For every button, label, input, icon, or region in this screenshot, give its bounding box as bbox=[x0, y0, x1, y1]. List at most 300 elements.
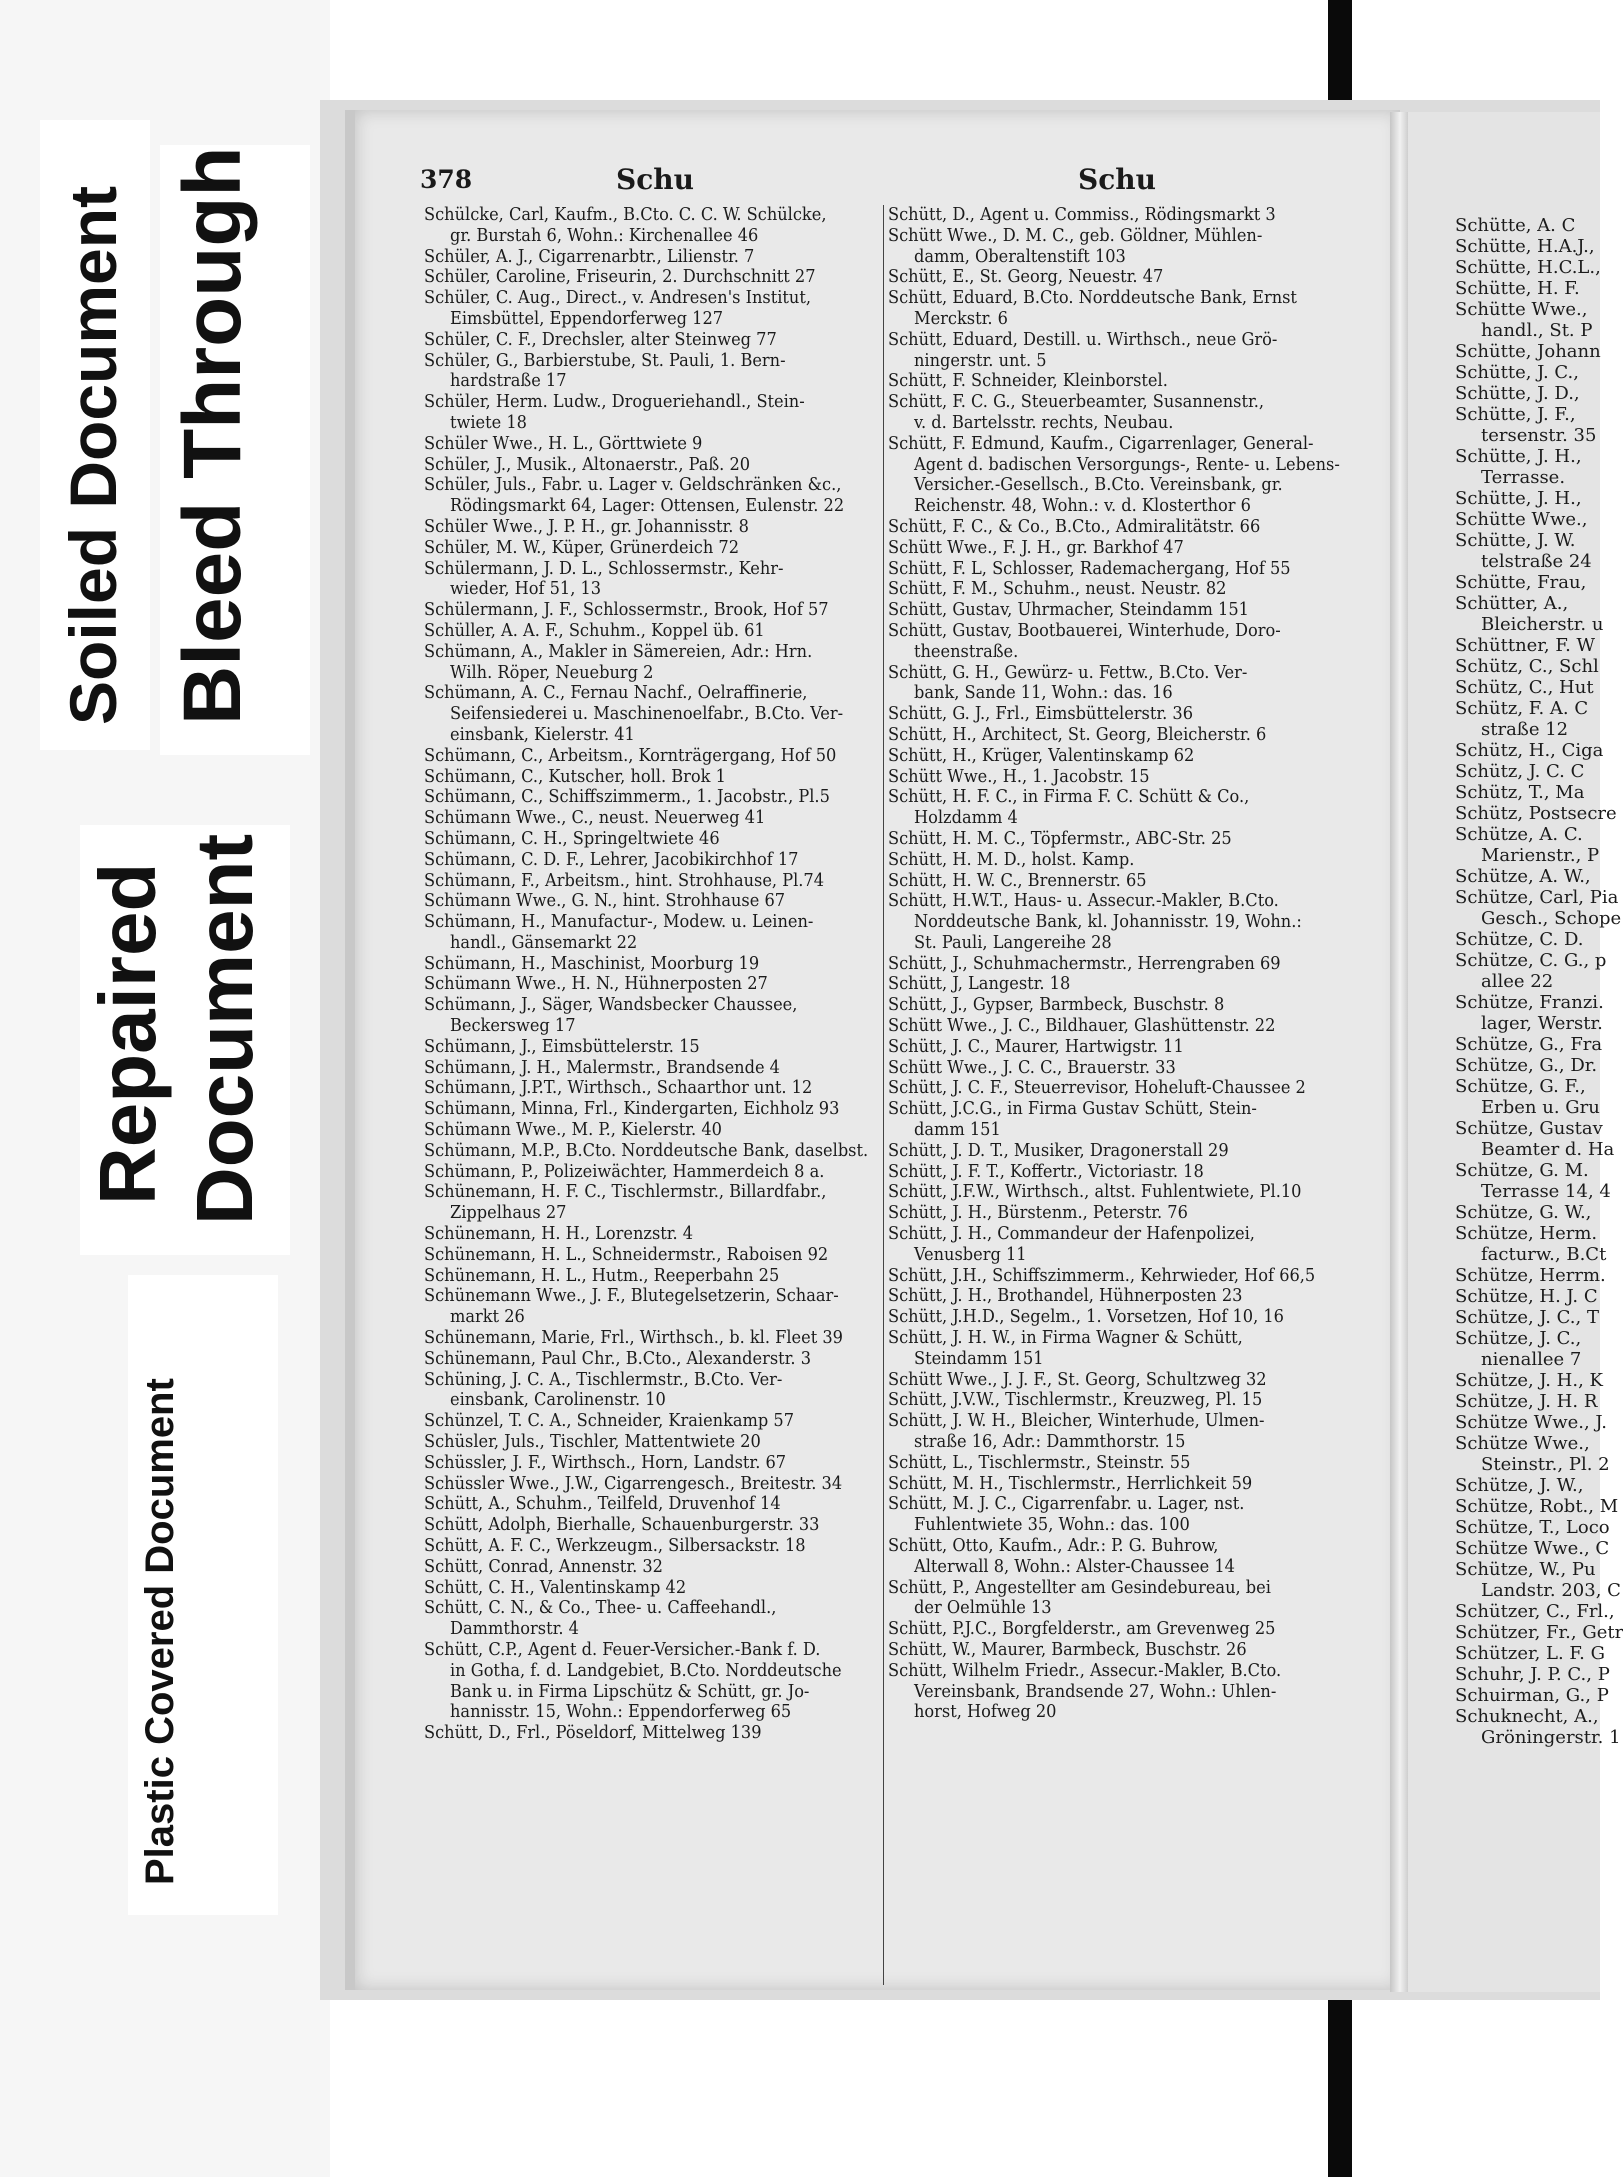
directory-entry bbox=[888, 1203, 1344, 1224]
entry-line: Schütte, Johann bbox=[1455, 341, 1601, 362]
entry-line: Schütt, J.H., Schiffszimmerm., Kehrwieder, Hof 66,5 bbox=[888, 1264, 1316, 1286]
directory-entry bbox=[1455, 530, 1605, 572]
entry-continuation: v. d. Bartelsstr. rechts, Neubau. bbox=[914, 411, 1174, 433]
entry-line: Schütte, J. H., bbox=[1455, 446, 1582, 467]
entry-line: Schüler Wwe., J. P. H., gr. Johannisstr. 8 bbox=[424, 515, 749, 537]
directory-entry bbox=[424, 1515, 880, 1536]
entry-line: Schünemann, H. F. C., Tischlermstr., Billardfabr., bbox=[424, 1181, 827, 1203]
entry-continuation: Erben u. Gru bbox=[1481, 1097, 1600, 1118]
entry-line: Schütt, J. H. W., in Firma Wagner & Schütt, bbox=[888, 1327, 1243, 1349]
entry-line: Schütt, Conrad, Annenstr. 32 bbox=[424, 1555, 663, 1577]
directory-entry bbox=[424, 808, 880, 829]
directory-entry bbox=[424, 995, 880, 1037]
entry-continuation: Bank u. in Firma Lipschütz & Schütt, gr. Jo- bbox=[450, 1680, 810, 1702]
entry-continuation: Dammthorstr. 4 bbox=[450, 1618, 579, 1640]
right-column bbox=[888, 205, 1344, 1723]
entry-line: Schütt, H. W. C., Brennerstr. 65 bbox=[888, 869, 1147, 891]
directory-entry bbox=[888, 1224, 1344, 1266]
right-column-header: Schu bbox=[1078, 163, 1156, 196]
directory-entry bbox=[1455, 635, 1605, 656]
entry-line: Schütt, H., Krüger, Valentinskamp 62 bbox=[888, 744, 1195, 766]
entry-line: Schülermann, J. F., Schlossermstr., Brook, Hof 57 bbox=[424, 599, 829, 621]
directory-entry bbox=[424, 1120, 880, 1141]
entry-continuation: Gröningerstr. 1 bbox=[1481, 1727, 1621, 1748]
entry-continuation: Gesch., Schope bbox=[1481, 908, 1622, 929]
directory-entry bbox=[424, 1640, 880, 1723]
entry-line: Schünemann, Paul Chr., B.Cto., Alexanderstr. 3 bbox=[424, 1347, 812, 1369]
directory-entry bbox=[888, 1037, 1344, 1058]
directory-entry bbox=[1455, 740, 1605, 761]
directory-entry bbox=[1455, 992, 1605, 1034]
entry-line: Schütte, J. W. bbox=[1455, 530, 1576, 551]
directory-entry bbox=[1455, 278, 1605, 299]
directory-entry bbox=[424, 455, 880, 476]
entry-line: Schütt Wwe., J. C. C., Brauerstr. 33 bbox=[888, 1056, 1176, 1078]
entry-line: Schüler, C. Aug., Direct., v. Andresen's Institut, bbox=[424, 287, 811, 309]
entry-line: Schüttner, F. W bbox=[1455, 635, 1596, 656]
entry-continuation: Alterwall 8, Wohn.: Alster-Chaussee 14 bbox=[914, 1555, 1235, 1577]
directory-entry bbox=[1455, 1160, 1611, 1202]
directory-entry bbox=[888, 1494, 1344, 1536]
directory-entry bbox=[424, 787, 880, 808]
entry-line: Schütze, G. M. bbox=[1455, 1160, 1589, 1181]
directory-entry bbox=[1455, 1328, 1605, 1370]
directory-entry bbox=[424, 871, 880, 892]
directory-entry bbox=[1455, 1433, 1610, 1475]
repaired-label-line2: Document bbox=[180, 833, 269, 1225]
entry-line: Schütt, P., Angestellter am Gesindebureau, bei bbox=[888, 1576, 1271, 1598]
directory-entry bbox=[424, 475, 880, 517]
directory-entry bbox=[888, 1286, 1344, 1307]
entry-continuation: Zippelhaus 27 bbox=[450, 1202, 567, 1224]
page-number: 378 bbox=[420, 165, 473, 194]
entry-line: Schütt, F. C., & Co., B.Cto., Admiralitätstr. 66 bbox=[888, 515, 1261, 537]
entry-line: Schünemann, Marie, Frl., Wirthsch., b. kl. Fleet 39 bbox=[424, 1327, 843, 1349]
entry-line: Schütze, J. H. R bbox=[1455, 1391, 1598, 1412]
entry-line: Schütze, J. H., K bbox=[1455, 1370, 1603, 1391]
entry-line: Schümann, C., Schiffszimmerm., 1. Jacobstr., Pl.5 bbox=[424, 786, 830, 808]
column-divider bbox=[883, 205, 884, 1985]
directory-entry bbox=[1455, 1076, 1605, 1118]
entry-continuation: horst, Hofweg 20 bbox=[914, 1701, 1057, 1723]
directory-entry bbox=[1455, 1265, 1605, 1286]
entry-line: Schütt, M. H., Tischlermstr., Herrlichkeit 59 bbox=[888, 1472, 1253, 1494]
entry-continuation: markt 26 bbox=[450, 1306, 525, 1328]
entry-line: Schütze, J. C., T bbox=[1455, 1307, 1599, 1328]
directory-entry bbox=[424, 642, 880, 684]
entry-line: Schüning, J. C. A., Tischlermstr., B.Cto. Ver- bbox=[424, 1368, 783, 1390]
entry-continuation: hannisstr. 15, Wohn.: Eppendorferweg 65 bbox=[450, 1701, 792, 1723]
entry-line: Schütze, G. W., bbox=[1455, 1202, 1592, 1223]
repaired-label-line1: Repaired bbox=[83, 862, 172, 1205]
directory-entry bbox=[424, 1328, 880, 1349]
left-column-header: Schu bbox=[616, 163, 694, 196]
entry-continuation: nienallee 7 bbox=[1481, 1349, 1582, 1370]
entry-line: Schümann, P., Polizeiwächter, Hammerdeich 8 a. bbox=[424, 1160, 825, 1182]
directory-entry bbox=[888, 995, 1344, 1016]
entry-line: Schütte, Frau, bbox=[1455, 572, 1587, 593]
entry-line: Schümann, M.P., B.Cto. Norddeutsche Bank, daselbst. bbox=[424, 1139, 869, 1161]
directory-entry bbox=[424, 1078, 880, 1099]
entry-line: Schütze Wwe., C bbox=[1455, 1538, 1610, 1559]
directory-entry bbox=[1455, 446, 1605, 488]
directory-entry bbox=[424, 1370, 880, 1412]
directory-entry bbox=[888, 621, 1344, 663]
entry-line: Schütt, J. W. H., Bleicher, Winterhude, Ulmen- bbox=[888, 1410, 1265, 1432]
entry-line: Schütt, F. L, Schlosser, Rademachergang, Hof 55 bbox=[888, 557, 1291, 579]
entry-line: Schütt, J.F.W., Wirthsch., altst. Fuhlentwiete, Pl.10 bbox=[888, 1181, 1302, 1203]
directory-entry bbox=[1455, 1391, 1605, 1412]
entry-line: Schütte Wwe., bbox=[1455, 509, 1588, 530]
entry-line: Schüler, J., Musik., Altonaerstr., Paß. 20 bbox=[424, 453, 751, 475]
directory-entry bbox=[424, 1432, 880, 1453]
entry-line: Schümann Wwe., C., neust. Neuerweg 41 bbox=[424, 807, 766, 829]
entry-line: Schütt Wwe., J. J. F., St. Georg, Schultzweg 32 bbox=[888, 1368, 1267, 1390]
directory-entry bbox=[424, 1536, 880, 1557]
directory-entry bbox=[888, 767, 1344, 788]
entry-line: Schümann, J., Säger, Wandsbecker Chaussee, bbox=[424, 994, 798, 1016]
entry-continuation: Bleicherstr. u bbox=[1481, 614, 1604, 635]
entry-line: Schütt Wwe., J. C., Bildhauer, Glashüttenstr. 22 bbox=[888, 1015, 1276, 1037]
entry-line: Schützer, L. F. G bbox=[1455, 1643, 1605, 1664]
entry-line: Schützer, C., Frl., bbox=[1455, 1601, 1615, 1622]
entry-line: Schütt, D., Frl., Pöseldorf, Mittelweg 139 bbox=[424, 1722, 762, 1744]
directory-entry bbox=[888, 871, 1344, 892]
directory-entry bbox=[424, 912, 880, 954]
entry-continuation: handl., St. P bbox=[1481, 320, 1593, 341]
entry-line: Schümann, C., Kutscher, holl. Brok 1 bbox=[424, 765, 726, 787]
directory-entry bbox=[888, 288, 1344, 330]
entry-line: Schütze, J. W., bbox=[1455, 1475, 1584, 1496]
directory-entry bbox=[1455, 1055, 1605, 1076]
entry-line: Schütze, A. W., bbox=[1455, 866, 1591, 887]
entry-line: Schütt, J. H., Bürstenm., Peterstr. 76 bbox=[888, 1202, 1188, 1224]
entry-line: Schünzel, T. C. A., Schneider, Kraienkamp 57 bbox=[424, 1410, 795, 1432]
entry-line: Schütze, Carl, Pia bbox=[1455, 887, 1619, 908]
directory-entry bbox=[424, 1266, 880, 1287]
entry-continuation: Versicher.-Gesellsch., B.Cto. Vereinsbank, gr. bbox=[914, 474, 1283, 496]
directory-entry bbox=[424, 1162, 880, 1183]
entry-continuation: ningerstr. unt. 5 bbox=[914, 349, 1047, 371]
directory-entry bbox=[1455, 1538, 1610, 1559]
entry-line: Schütt, Otto, Kaufm., Adr.: P. G. Buhrow, bbox=[888, 1535, 1219, 1556]
entry-line: Schütt, Adolph, Bierhalle, Schauenburgerstr. 33 bbox=[424, 1514, 820, 1536]
entry-line: Schüsler, Juls., Tischler, Mattentwiete 20 bbox=[424, 1431, 761, 1453]
entry-continuation: Eimsbüttel, Eppendorferweg 127 bbox=[450, 307, 724, 329]
entry-line: Schütt, J., Schuhmachermstr., Herrengraben 69 bbox=[888, 952, 1281, 974]
entry-line: Schütze, G. F., bbox=[1455, 1076, 1586, 1097]
directory-entry bbox=[424, 330, 880, 351]
entry-line: Schütt, M. J. C., Cigarrenfabr. u. Lager, nst. bbox=[888, 1493, 1245, 1515]
directory-entry bbox=[888, 1016, 1344, 1037]
directory-entry bbox=[424, 1224, 880, 1245]
directory-entry bbox=[1455, 950, 1605, 992]
entry-line: Schütter, A., bbox=[1455, 593, 1569, 614]
directory-entry bbox=[424, 1474, 880, 1495]
entry-line: Schütze, G., Dr. bbox=[1455, 1055, 1598, 1076]
entry-continuation: Marienstr., P bbox=[1481, 845, 1600, 866]
entry-continuation: gr. Burstah 6, Wohn.: Kirchenallee 46 bbox=[450, 224, 759, 246]
soiled-document-label: Soiled Document bbox=[56, 185, 130, 725]
directory-entry bbox=[424, 247, 880, 268]
entry-line: Schüler, Juls., Fabr. u. Lager v. Geldschränken &c., bbox=[424, 474, 842, 496]
directory-entry bbox=[888, 954, 1344, 975]
directory-entry bbox=[424, 288, 880, 330]
directory-entry bbox=[1455, 803, 1617, 824]
entry-continuation: Terrasse. bbox=[1481, 467, 1566, 488]
entry-continuation: Rödingsmarkt 64, Lager: Ottensen, Eulenstr. 22 bbox=[450, 495, 845, 517]
directory-entry bbox=[424, 600, 880, 621]
entry-line: Schütt, E., St. Georg, Neuestr. 47 bbox=[888, 266, 1164, 288]
entry-line: Schütt, J. F. T., Koffertr., Victoriastr. 18 bbox=[888, 1160, 1204, 1182]
entry-continuation: allee 22 bbox=[1481, 971, 1554, 992]
entry-continuation: Norddeutsche Bank, kl. Johannisstr. 19, Wohn.: bbox=[914, 911, 1302, 933]
directory-entry bbox=[1455, 1685, 1609, 1706]
directory-entry bbox=[888, 1619, 1344, 1640]
directory-entry bbox=[888, 371, 1344, 392]
entry-line: Schümann, H., Maschinist, Moorburg 19 bbox=[424, 952, 760, 974]
entry-line: Schümann Wwe., H. N., Hühnerposten 27 bbox=[424, 973, 768, 995]
directory-entry bbox=[1455, 1286, 1605, 1307]
directory-entry bbox=[1455, 782, 1605, 803]
entry-continuation: der Oelmühle 13 bbox=[914, 1597, 1052, 1619]
directory-entry bbox=[1455, 257, 1605, 278]
entry-continuation: telstraße 24 bbox=[1481, 551, 1592, 572]
entry-line: Schütt, J. C., Maurer, Hartwigstr. 11 bbox=[888, 1035, 1184, 1057]
entry-line: Schüler, M. W., Küper, Grünerdeich 72 bbox=[424, 536, 739, 558]
entry-line: Schütt, J. H., Commandeur der Hafenpolizei, bbox=[888, 1223, 1255, 1245]
entry-continuation: einsbank, Carolinenstr. 10 bbox=[450, 1389, 666, 1411]
entry-line: Schütt, Gustav, Bootbauerei, Winterhude, Doro- bbox=[888, 619, 1281, 641]
entry-line: Schüler, A. J., Cigarrenarbtr., Lilienstr. 7 bbox=[424, 245, 755, 267]
directory-entry bbox=[424, 392, 880, 434]
directory-entry bbox=[1455, 1559, 1621, 1601]
directory-entry bbox=[1455, 1223, 1605, 1265]
directory-entry bbox=[888, 1162, 1344, 1183]
directory-entry bbox=[424, 1286, 880, 1328]
directory-entry bbox=[888, 1307, 1344, 1328]
directory-entry bbox=[888, 787, 1344, 829]
directory-entry bbox=[888, 1390, 1344, 1411]
directory-entry bbox=[888, 1058, 1344, 1079]
directory-entry bbox=[888, 1099, 1344, 1141]
entry-line: Schütt, J. D. T., Musiker, Dragonerstall 29 bbox=[888, 1139, 1229, 1161]
entry-line: Schütze Wwe., bbox=[1455, 1433, 1590, 1454]
entry-line: Schütt, G. J., Frl., Eimsbüttelerstr. 36 bbox=[888, 703, 1193, 725]
entry-continuation: damm 151 bbox=[914, 1119, 1001, 1141]
directory-entry bbox=[424, 1598, 880, 1640]
directory-entry bbox=[1455, 1643, 1605, 1664]
entry-line: Schütt, C. H., Valentinskamp 42 bbox=[424, 1576, 687, 1598]
directory-entry bbox=[888, 579, 1344, 600]
entry-line: Schümann, J., Eimsbüttelerstr. 15 bbox=[424, 1035, 700, 1057]
entry-continuation: Beckersweg 17 bbox=[450, 1015, 576, 1037]
directory-entry bbox=[1455, 824, 1605, 866]
entry-line: Schütte, J. C., bbox=[1455, 362, 1579, 383]
entry-line: Schümann, C., Arbeitsm., Kornträgergang, Hof 50 bbox=[424, 744, 837, 766]
directory-entry bbox=[888, 891, 1344, 953]
directory-entry bbox=[424, 621, 880, 642]
entry-continuation: straße 12 bbox=[1481, 719, 1569, 740]
entry-continuation: Vereinsbank, Brandsende 27, Wohn.: Uhlen- bbox=[914, 1680, 1277, 1702]
entry-line: Schütze, G., Fra bbox=[1455, 1034, 1603, 1055]
directory-entry bbox=[424, 1411, 880, 1432]
directory-entry bbox=[424, 538, 880, 559]
directory-entry bbox=[888, 517, 1344, 538]
directory-entry bbox=[888, 1474, 1344, 1495]
entry-line: Schümann, J. H., Malermstr., Brandsende 4 bbox=[424, 1056, 780, 1078]
entry-continuation: facturw., B.Ct bbox=[1481, 1244, 1607, 1265]
directory-entry bbox=[424, 1058, 880, 1079]
directory-entry bbox=[424, 1099, 880, 1120]
directory-entry bbox=[424, 1494, 880, 1515]
directory-entry bbox=[888, 746, 1344, 767]
directory-entry bbox=[424, 683, 880, 745]
directory-entry bbox=[424, 1557, 880, 1578]
entry-line: Schütt, D., Agent u. Commiss., Rödingsmarkt 3 bbox=[888, 204, 1276, 225]
entry-line: Schuknecht, A., bbox=[1455, 1706, 1599, 1727]
book-gutter bbox=[1390, 112, 1410, 1992]
bleed-through-label: Bleed Through bbox=[167, 146, 258, 725]
entry-line: Schütt, C. N., & Co., Thee- u. Caffeehandl., bbox=[424, 1597, 777, 1619]
directory-entry bbox=[888, 330, 1344, 372]
directory-entry bbox=[1455, 1496, 1619, 1517]
entry-line: Schuhr, J. P. C., P bbox=[1455, 1664, 1610, 1685]
directory-entry bbox=[424, 767, 880, 788]
directory-entry bbox=[1455, 1034, 1605, 1055]
entry-continuation: St. Pauli, Langereihe 28 bbox=[914, 931, 1112, 953]
entry-line: Schütze, A. C. bbox=[1455, 824, 1583, 845]
entry-line: Schütt, J, Langestr. 18 bbox=[888, 973, 1071, 995]
entry-continuation: Steindamm 151 bbox=[914, 1347, 1044, 1369]
directory-entry bbox=[424, 351, 880, 393]
entry-line: Schütt Wwe., H., 1. Jacobstr. 15 bbox=[888, 765, 1150, 787]
entry-line: Schütt, C.P., Agent d. Feuer-Versicher.-Bank f. D. bbox=[424, 1638, 821, 1660]
entry-continuation: Fuhlentwiete 35, Wohn.: das. 100 bbox=[914, 1514, 1190, 1536]
entry-continuation: Wilh. Röper, Neueburg 2 bbox=[450, 661, 654, 683]
entry-line: Schüler, G., Barbierstube, St. Pauli, 1. Bern- bbox=[424, 349, 786, 371]
directory-entry bbox=[1455, 1664, 1610, 1685]
entry-continuation: Beamter d. Ha bbox=[1481, 1139, 1615, 1160]
directory-entry bbox=[1455, 1601, 1615, 1622]
entry-line: Schünemann, H. H., Lorenzstr. 4 bbox=[424, 1223, 694, 1245]
entry-line: Schülcke, Carl, Kaufm., B.Cto. C. C. W. Schülcke, bbox=[424, 204, 827, 225]
entry-continuation: Landstr. 203, C bbox=[1481, 1580, 1621, 1601]
directory-entry bbox=[424, 1037, 880, 1058]
entry-line: Schütze, Herm. bbox=[1455, 1223, 1598, 1244]
entry-continuation: damm, Oberaltenstift 103 bbox=[914, 245, 1126, 267]
entry-line: Schüler, C. F., Drechsler, alter Steinweg 77 bbox=[424, 328, 777, 350]
entry-line: Schütt, W., Maurer, Barmbeck, Buschstr. 26 bbox=[888, 1638, 1247, 1660]
directory-entry bbox=[424, 850, 880, 871]
entry-line: Schütze Wwe., J. bbox=[1455, 1412, 1607, 1433]
entry-continuation: handl., Gänsemarkt 22 bbox=[450, 931, 638, 953]
directory-entry bbox=[424, 1453, 880, 1474]
entry-line: Schütte, H.C.L., bbox=[1455, 257, 1601, 278]
entry-line: Schümann, A., Makler in Sämereien, Adr.: Hrn. bbox=[424, 640, 813, 662]
entry-continuation: bank, Sande 11, Wohn.: das. 16 bbox=[914, 682, 1173, 704]
entry-line: Schütz, C., Hut bbox=[1455, 677, 1594, 698]
directory-entry bbox=[1455, 299, 1605, 341]
entry-line: Schütt, J.H.D., Segelm., 1. Vorsetzen, Hof 10, 16 bbox=[888, 1306, 1284, 1328]
directory-entry bbox=[888, 1328, 1344, 1370]
directory-entry bbox=[1455, 1706, 1621, 1748]
directory-entry bbox=[424, 517, 880, 538]
directory-entry bbox=[888, 974, 1344, 995]
entry-continuation: in Gotha, f. d. Landgebiet, B.Cto. Norddeutsche bbox=[450, 1659, 842, 1681]
directory-entry bbox=[1455, 1202, 1605, 1223]
directory-entry bbox=[888, 725, 1344, 746]
entry-continuation: Terrasse 14, 4 bbox=[1481, 1181, 1611, 1202]
directory-entry bbox=[888, 1078, 1344, 1099]
directory-entry bbox=[424, 891, 880, 912]
directory-entry bbox=[424, 205, 880, 247]
entry-line: Schütt, J.V.W., Tischlermstr., Kreuzweg, Pl. 15 bbox=[888, 1389, 1263, 1411]
directory-entry bbox=[888, 1266, 1344, 1287]
entry-continuation: Agent d. badischen Versorgungs-, Rente- u. Lebens- bbox=[914, 453, 1340, 475]
entry-line: Schütt, Eduard, B.Cto. Norddeutsche Bank, Ernst bbox=[888, 287, 1297, 309]
directory-entry bbox=[1455, 1517, 1610, 1538]
entry-line: Schütt, Wilhelm Friedr., Assecur.-Makler, B.Cto. bbox=[888, 1659, 1282, 1681]
entry-line: Schütt, F. C. G., Steuerbeamter, Susannenstr., bbox=[888, 391, 1265, 413]
next-page-column bbox=[1455, 215, 1623, 1748]
entry-line: Schütze, C. G., p bbox=[1455, 950, 1607, 971]
directory-entry bbox=[1455, 1475, 1605, 1496]
entry-line: Schütze, H. J. C bbox=[1455, 1286, 1598, 1307]
entry-line: Schüssler Wwe., J.W., Cigarrengesch., Breitestr. 34 bbox=[424, 1472, 843, 1494]
entry-line: Schütt, H.W.T., Haus- u. Assecur.-Makler, B.Cto. bbox=[888, 890, 1279, 912]
directory-entry bbox=[888, 392, 1344, 434]
directory-entry bbox=[424, 954, 880, 975]
entry-line: Schütze, W., Pu bbox=[1455, 1559, 1596, 1580]
entry-line: Schütze, Gustav bbox=[1455, 1118, 1603, 1139]
entry-line: Schütt, H. M. D., holst. Kamp. bbox=[888, 848, 1135, 870]
directory-entry bbox=[888, 663, 1344, 705]
entry-line: Schütze, Franzi. bbox=[1455, 992, 1604, 1013]
directory-entry bbox=[888, 1640, 1344, 1661]
directory-entry bbox=[888, 267, 1344, 288]
entry-line: Schützer, Fr., Getr bbox=[1455, 1622, 1623, 1643]
entry-line: Schümann, C. H., Springeltwiete 46 bbox=[424, 827, 720, 849]
directory-entry bbox=[424, 434, 880, 455]
directory-entry bbox=[424, 559, 880, 601]
entry-line: Schüller, A. A. F., Schuhm., Koppel üb. 61 bbox=[424, 619, 765, 641]
entry-line: Schütt, H., Architect, St. Georg, Bleicherstr. 6 bbox=[888, 723, 1267, 745]
entry-line: Schünemann, H. L., Hutm., Reeperbahn 25 bbox=[424, 1264, 780, 1286]
entry-continuation: twiete 18 bbox=[450, 411, 527, 433]
entry-line: Schütt Wwe., F. J. H., gr. Barkhof 47 bbox=[888, 536, 1184, 558]
entry-line: Schümann, H., Manufactur-, Modew. u. Leinen- bbox=[424, 911, 814, 933]
entry-continuation: Merckstr. 6 bbox=[914, 307, 1008, 329]
entry-line: Schümann, A. C., Fernau Nachf., Oelraffinerie, bbox=[424, 682, 808, 704]
entry-line: Schütz, C., Schl bbox=[1455, 656, 1599, 677]
entry-continuation: tersenstr. 35 bbox=[1481, 425, 1597, 446]
entry-line: Schütte, J. D., bbox=[1455, 383, 1580, 404]
entry-line: Schütte, H. F. bbox=[1455, 278, 1580, 299]
directory-entry bbox=[1455, 1622, 1623, 1643]
directory-entry bbox=[424, 829, 880, 850]
entry-line: Schütt, H. M. C., Töpfermstr., ABC-Str. 25 bbox=[888, 827, 1232, 849]
entry-continuation: hardstraße 17 bbox=[450, 370, 567, 392]
directory-entry bbox=[1455, 1412, 1605, 1433]
directory-entry bbox=[888, 1661, 1344, 1723]
entry-line: Schütte, J. F., bbox=[1455, 404, 1576, 425]
directory-entry bbox=[1455, 866, 1605, 887]
directory-entry bbox=[424, 1141, 880, 1162]
directory-entry bbox=[1455, 677, 1605, 698]
directory-entry bbox=[1455, 215, 1605, 236]
directory-entry bbox=[888, 1141, 1344, 1162]
